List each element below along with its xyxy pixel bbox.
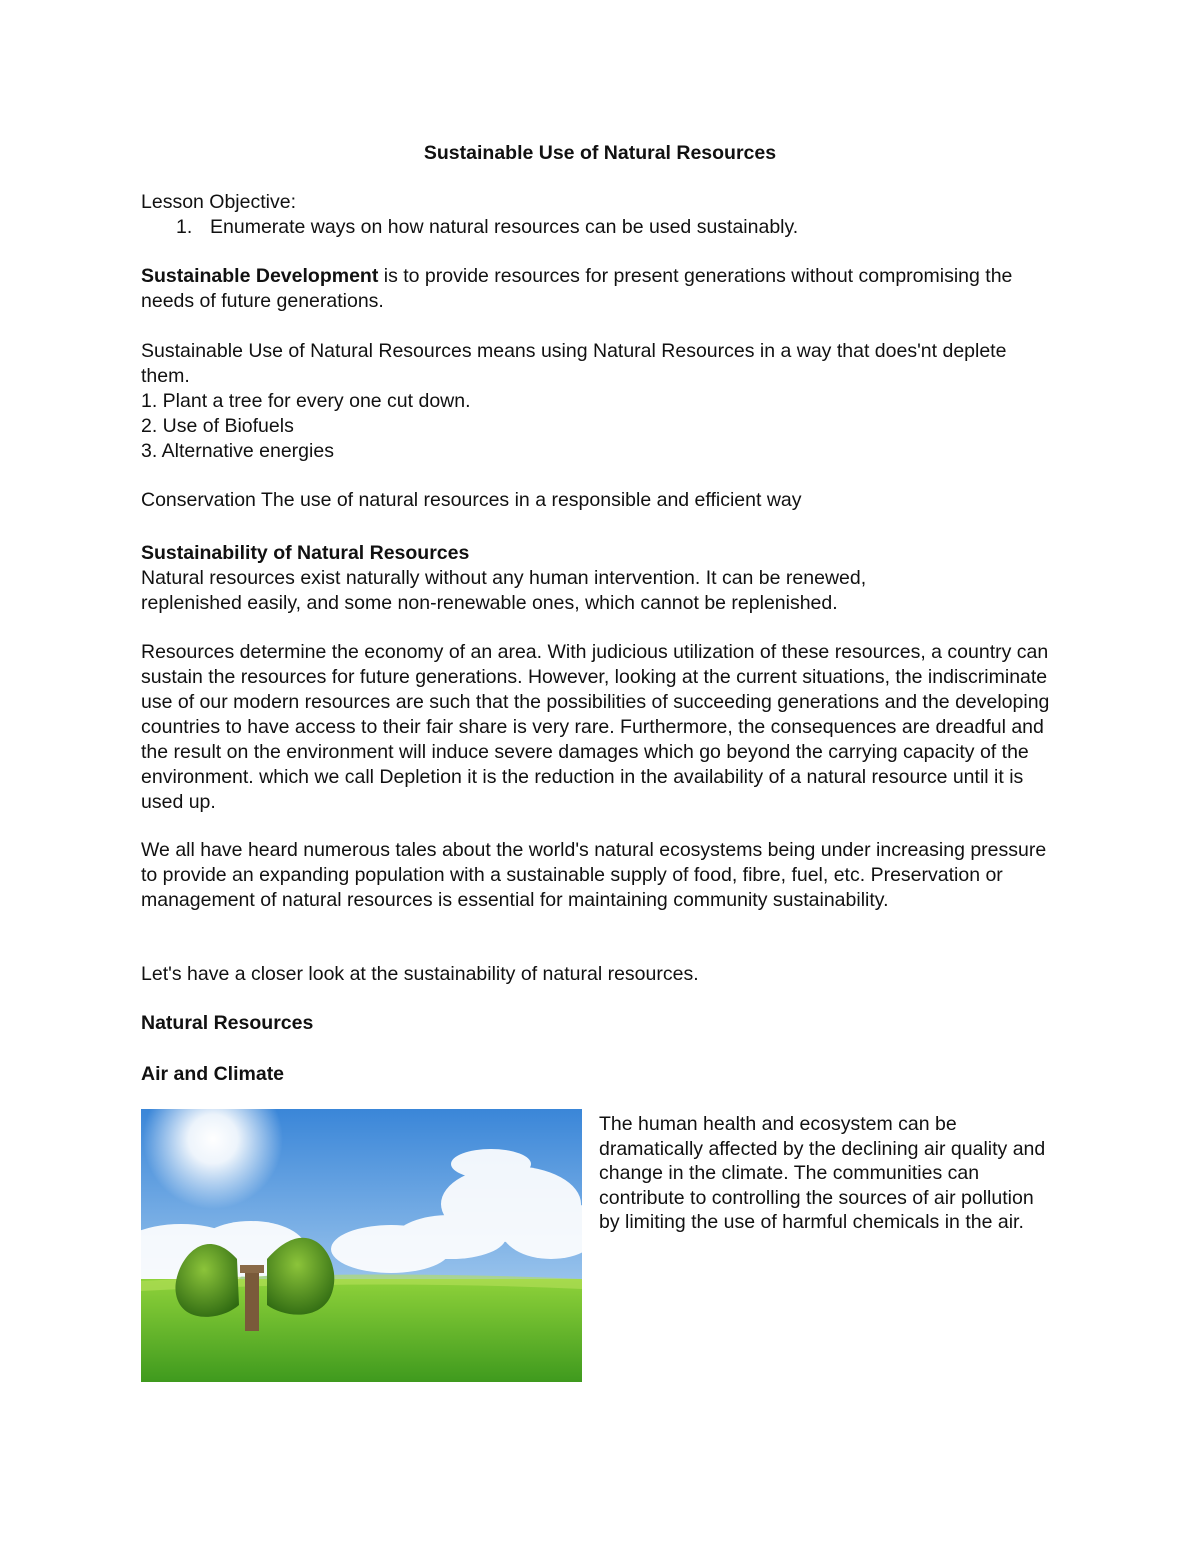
air-climate-paragraph: The human health and ecosystem can be dramatically affected by the declining air quality and change in the climate. The communities can contribute to controlling the sources of air pollution by limiting the use of harmful chemicals in the air. <box>599 1113 1046 1234</box>
objective-item-text: Enumerate ways on how natural resources can be used sustainably. <box>210 216 799 238</box>
sustainable-development-paragraph <box>141 264 1061 314</box>
resources-paragraph: Resources determine the economy of an area. With judicious utilization of these resources, a country can sustain the resources for future generations. However, looking at the current situations, the indiscriminate use of our modern resources are such that the possibilities of succeeding generations and the developing countries to have access to their fair share is very rare. Furthermore, the consequences are dreadful and the result on the environment will induce severe damages which go beyond the carrying capacity of the environment. which we call Depletion it is the reduction in the availability of a natural resource until it is used up. <box>141 641 1050 813</box>
sustainable-development-term: Sustainable Development <box>141 265 379 287</box>
conservation-paragraph: Conservation The use of natural resources in a responsible and efficient way <box>141 489 802 511</box>
list-item: 1. Plant a tree for every one cut down. <box>141 390 471 412</box>
objective-item-number: 1. <box>176 216 193 238</box>
sustainable-use-list <box>141 389 1061 464</box>
closer-look-paragraph: Let's have a closer look at the sustainability of natural resources. <box>141 963 699 985</box>
sustainable-use-paragraph: Sustainable Use of Natural Resources means using Natural Resources in a way that does'nt deplete them. <box>141 340 1007 387</box>
objective-label: Lesson Objective: <box>141 191 297 213</box>
sustainability-heading: Sustainability of Natural Resources <box>141 542 470 564</box>
list-item: 3. Alternative energies <box>141 440 334 462</box>
list-item: 2. Use of Biofuels <box>141 415 294 437</box>
objective-item <box>176 215 798 240</box>
air-climate-heading: Air and Climate <box>141 1063 285 1085</box>
document-title: Sustainable Use of Natural Resources <box>423 142 777 164</box>
sustainable-development-text: is to provide resources for present generations without compromising the needs of future generations. <box>141 265 1013 312</box>
lungs-tree-image <box>141 1109 582 1382</box>
tales-paragraph: We all have heard numerous tales about the world's natural ecosystems being under increasing pressure to provide an expanding population with a sustainable supply of food, fibre, fuel, etc. Preservation or management of natural resources is essential for maintaining community sustainability. <box>141 839 1047 911</box>
sustainability-paragraph: Natural resources exist naturally without any human intervention. It can be renewed, replenished easily, and some non-renewable ones, which cannot be replenished. <box>141 567 867 614</box>
natural-resources-heading: Natural Resources <box>141 1012 314 1034</box>
